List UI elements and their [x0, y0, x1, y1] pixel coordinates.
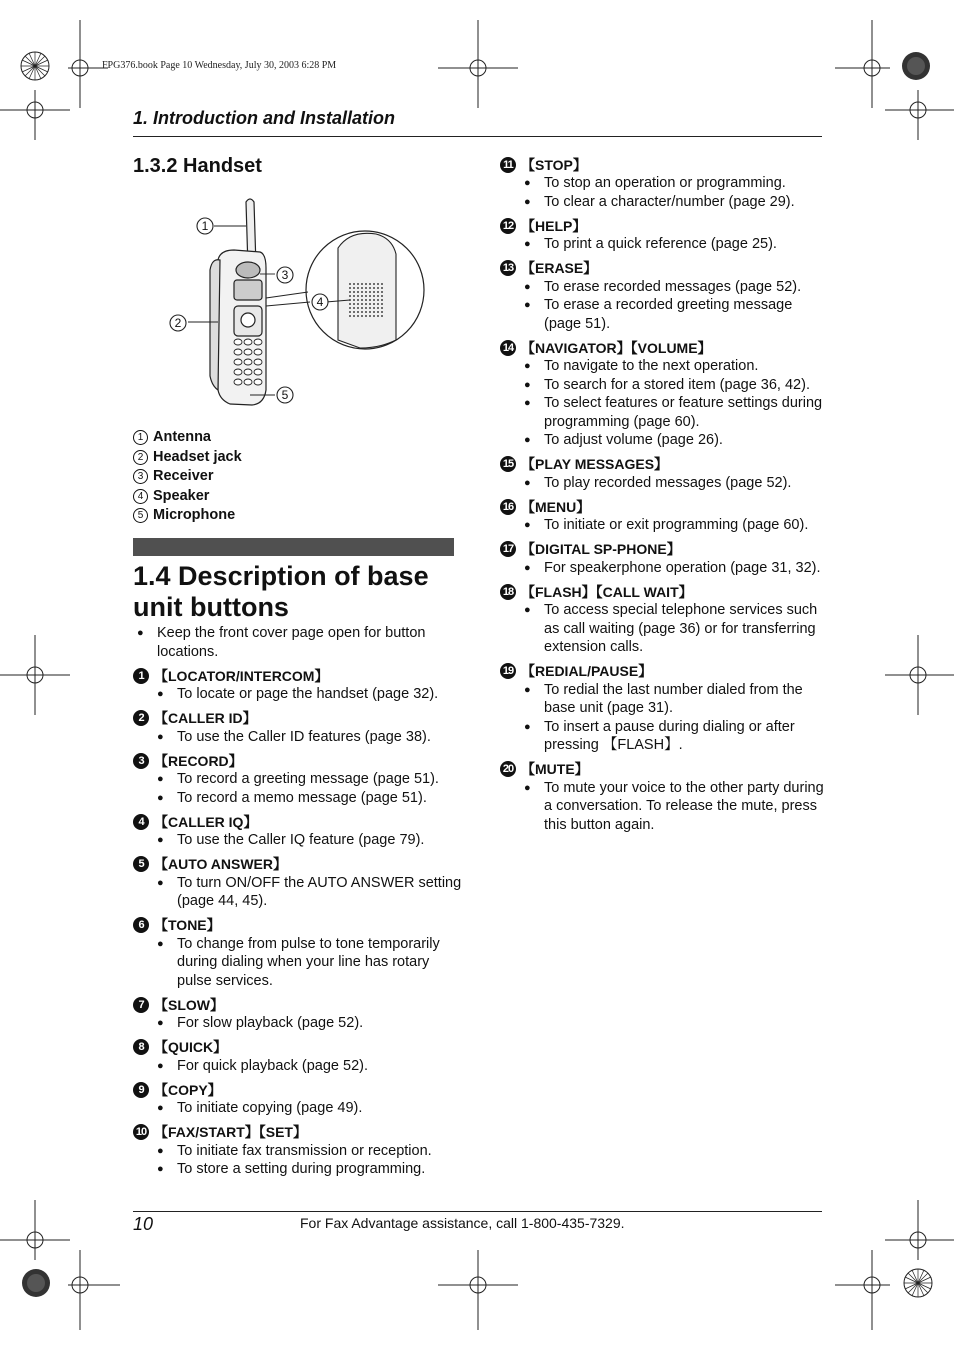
part-item: 1 Antenna: [133, 428, 242, 448]
button-entry: [133, 1038, 463, 1076]
button-description: ● To use the Caller IQ feature (page 79).: [157, 832, 425, 848]
button-key-label: 【MENU】: [521, 498, 591, 515]
button-entry-head: [133, 855, 463, 874]
button-entry-head: [133, 916, 463, 935]
button-description: ● To erase recorded messages (page 52).: [524, 278, 802, 295]
footer-text: For Fax Advantage assistance, call 1-800-435-7329.: [300, 1215, 625, 1231]
button-key-label: 【MUTE】: [521, 761, 589, 777]
button-key-label: 【CALLER IQ】: [154, 813, 258, 830]
crosshair-icon: [885, 1200, 954, 1260]
button-number-badge: 12: [500, 218, 516, 234]
button-number-badge: 9: [133, 1082, 149, 1098]
button-number-badge: 6: [133, 917, 149, 933]
button-entry-head: [500, 338, 830, 357]
handset-heading: 1.3.2 Handset: [133, 155, 262, 177]
button-key-label: 【RECORD】: [154, 752, 243, 769]
button-description: ● To use the Caller ID features (page 38).: [157, 728, 431, 745]
button-description: ● For quick playback (page 52).: [157, 1057, 369, 1074]
button-description: ● To play recorded messages (page 52).: [524, 474, 792, 491]
button-entry: [500, 582, 830, 657]
button-key-label: 【ERASE】: [521, 260, 598, 276]
button-entry-head: [133, 709, 463, 728]
button-description: ● To initiate copying (page 49).: [157, 1100, 363, 1116]
button-entry: [500, 760, 830, 835]
buttons-left-column: [133, 666, 463, 1184]
button-description: ● To search for a stored item (page 36, 42).: [524, 376, 810, 393]
print-line: FPG376.book Page 10 Wednesday, July 30, 2003 6:28 PM: [102, 60, 337, 71]
button-entry-head: [500, 216, 830, 235]
button-entry-head: [500, 760, 830, 779]
button-number-badge: 14: [500, 340, 516, 356]
button-entry-head: [133, 1080, 463, 1099]
button-entry: [133, 855, 463, 911]
crosshair-icon: [0, 1200, 70, 1260]
button-description: ● To select features or feature settings during programming (page 60).: [524, 395, 823, 430]
button-entry-head: [133, 1123, 463, 1142]
button-number-badge: 19: [500, 663, 516, 679]
button-key-label: 【PLAY MESSAGES】: [521, 456, 669, 472]
button-number-badge: 18: [500, 584, 516, 600]
button-key-label: 【NAVIGATOR】【VOLUME】: [521, 339, 712, 356]
button-number-badge: 10: [133, 1124, 149, 1140]
star-target-icon: [904, 1269, 932, 1297]
button-description: ● To change from pulse to tone temporarily during dialing when your line has rotary pulse services.: [157, 935, 440, 989]
intro-note: ● Keep the front cover page open for button locations.: [137, 625, 426, 660]
button-number-badge: 17: [500, 541, 516, 557]
button-key-label: 【REDIAL/PAUSE】: [521, 663, 653, 679]
button-key-label: 【QUICK】: [154, 1039, 228, 1055]
button-number-badge: 8: [133, 1039, 149, 1055]
page-number: 10: [133, 1214, 154, 1234]
button-entry-head: [133, 751, 463, 770]
base-heading: 1.4 Description of base unit buttons: [133, 561, 429, 622]
crosshair-icon: [0, 635, 70, 715]
crosshair-icon: [835, 1250, 890, 1330]
button-description: ● To insert a pause during dialing or after pressing 【FLASH】.: [524, 718, 795, 753]
handset-parts-list: [133, 428, 242, 526]
crosshair-icon: [438, 20, 518, 108]
button-description: ● To turn ON/OFF the AUTO ANSWER setting (page 44, 45).: [157, 874, 462, 909]
button-entry: [500, 259, 830, 334]
button-entry-head: [133, 666, 463, 685]
button-entry: [133, 916, 463, 991]
part-item: 5 Microphone: [133, 506, 242, 526]
crosshair-icon: [68, 1250, 120, 1330]
section-title: 1. Introduction and Installation: [133, 108, 396, 128]
button-key-label: 【HELP】: [521, 217, 587, 234]
button-description: ● To access special telephone services such as call waiting (page 36) or for transferring extension calls.: [524, 602, 818, 655]
button-entry: [500, 155, 830, 211]
button-description: ● To clear a character/number (page 29).: [524, 193, 795, 210]
part-item: 2 Headset jack: [133, 448, 242, 468]
button-key-label: 【STOP】: [521, 156, 587, 173]
callout-3: 3: [281, 268, 289, 282]
header-rule: [133, 136, 822, 137]
button-description: ● To redial the last number dialed from the base unit (page 31).: [524, 681, 803, 716]
star-target-icon: [21, 52, 49, 80]
button-number-badge: 5: [133, 856, 149, 872]
crosshair-icon: [438, 1250, 518, 1330]
button-number-badge: 7: [133, 997, 149, 1013]
part-item: 4 Speaker: [133, 487, 242, 507]
crosshair-icon: [0, 90, 70, 140]
button-number-badge: 13: [500, 260, 516, 276]
button-key-label: 【SLOW】: [154, 996, 224, 1013]
button-description: ● To adjust volume (page 26).: [524, 432, 723, 448]
button-description: ● For slow playback (page 52).: [157, 1015, 364, 1031]
button-entry: [133, 812, 463, 850]
button-description: ● To navigate to the next operation.: [524, 358, 759, 374]
footer-rule: [133, 1211, 822, 1212]
button-entry-head: [500, 540, 830, 559]
button-description: ● To locate or page the handset (page 32).: [157, 686, 439, 702]
button-number-badge: 16: [500, 499, 516, 515]
button-entry-head: [500, 155, 830, 174]
button-number-badge: 11: [500, 157, 516, 173]
callout-4: 4: [316, 295, 324, 309]
button-entry: [500, 497, 830, 535]
callout-5: 5: [281, 388, 289, 402]
button-description: ● For speakerphone operation (page 31, 32).: [524, 559, 821, 576]
button-entry-head: [500, 582, 830, 601]
button-description: ● To initiate or exit programming (page 60).: [524, 517, 809, 533]
button-description: ● To mute your voice to the other party during a conversation. To release the mute, press this button again.: [524, 779, 824, 833]
button-entry: [500, 338, 830, 450]
button-entry-head: [133, 812, 463, 831]
button-entry-head: [500, 662, 830, 681]
crosshair-icon: [885, 635, 954, 715]
button-key-label: 【TONE】: [154, 917, 221, 933]
crosshair-icon: [835, 20, 890, 108]
button-entry: [500, 540, 830, 578]
button-number-badge: 4: [133, 814, 149, 830]
button-number-badge: 3: [133, 753, 149, 769]
button-entry-head: [133, 995, 463, 1014]
button-description: ● To record a memo message (page 51).: [157, 789, 427, 806]
button-description: ● To print a quick reference (page 25).: [524, 236, 777, 252]
button-entry: [133, 709, 463, 747]
button-entry: [133, 995, 463, 1033]
button-key-label: 【DIGITAL SP-PHONE】: [521, 541, 681, 557]
button-description: ● To store a setting during programming.: [157, 1161, 426, 1177]
button-description: ● To initiate fax transmission or reception.: [157, 1142, 432, 1159]
button-entry-head: [500, 497, 830, 516]
button-entry-head: [500, 455, 830, 474]
button-entry: [500, 216, 830, 254]
buttons-right-column: [500, 155, 830, 839]
button-entry: [500, 662, 830, 755]
handset-illustration: [160, 190, 430, 415]
button-number-badge: 1: [133, 668, 149, 684]
callout-2: 2: [174, 316, 182, 330]
button-entry: [133, 666, 463, 704]
button-key-label: 【FLASH】【CALL WAIT】: [521, 583, 693, 600]
button-entry: [133, 1123, 463, 1179]
button-description: ● To record a greeting message (page 51).: [157, 771, 439, 787]
button-description: ● To erase a recorded greeting message (page 51).: [524, 297, 793, 332]
button-entry-head: [500, 259, 830, 278]
button-key-label: 【CALLER ID】: [154, 710, 257, 726]
button-key-label: 【FAX/START】【SET】: [154, 1124, 307, 1140]
button-key-label: 【AUTO ANSWER】: [154, 856, 287, 872]
button-number-badge: 2: [133, 710, 149, 726]
button-key-label: 【COPY】: [154, 1081, 222, 1098]
button-entry-head: [133, 1038, 463, 1057]
callout-1: 1: [201, 219, 209, 233]
button-key-label: 【LOCATOR/INTERCOM】: [154, 667, 329, 684]
section-bar: [133, 538, 454, 556]
button-description: ● To stop an operation or programming.: [524, 175, 786, 191]
button-number-badge: 15: [500, 456, 516, 472]
part-item: 3 Receiver: [133, 467, 242, 487]
button-entry: [133, 1080, 463, 1118]
button-entry: [500, 455, 830, 493]
button-number-badge: 20: [500, 761, 516, 777]
crosshair-icon: [885, 90, 954, 140]
button-entry: [133, 751, 463, 807]
